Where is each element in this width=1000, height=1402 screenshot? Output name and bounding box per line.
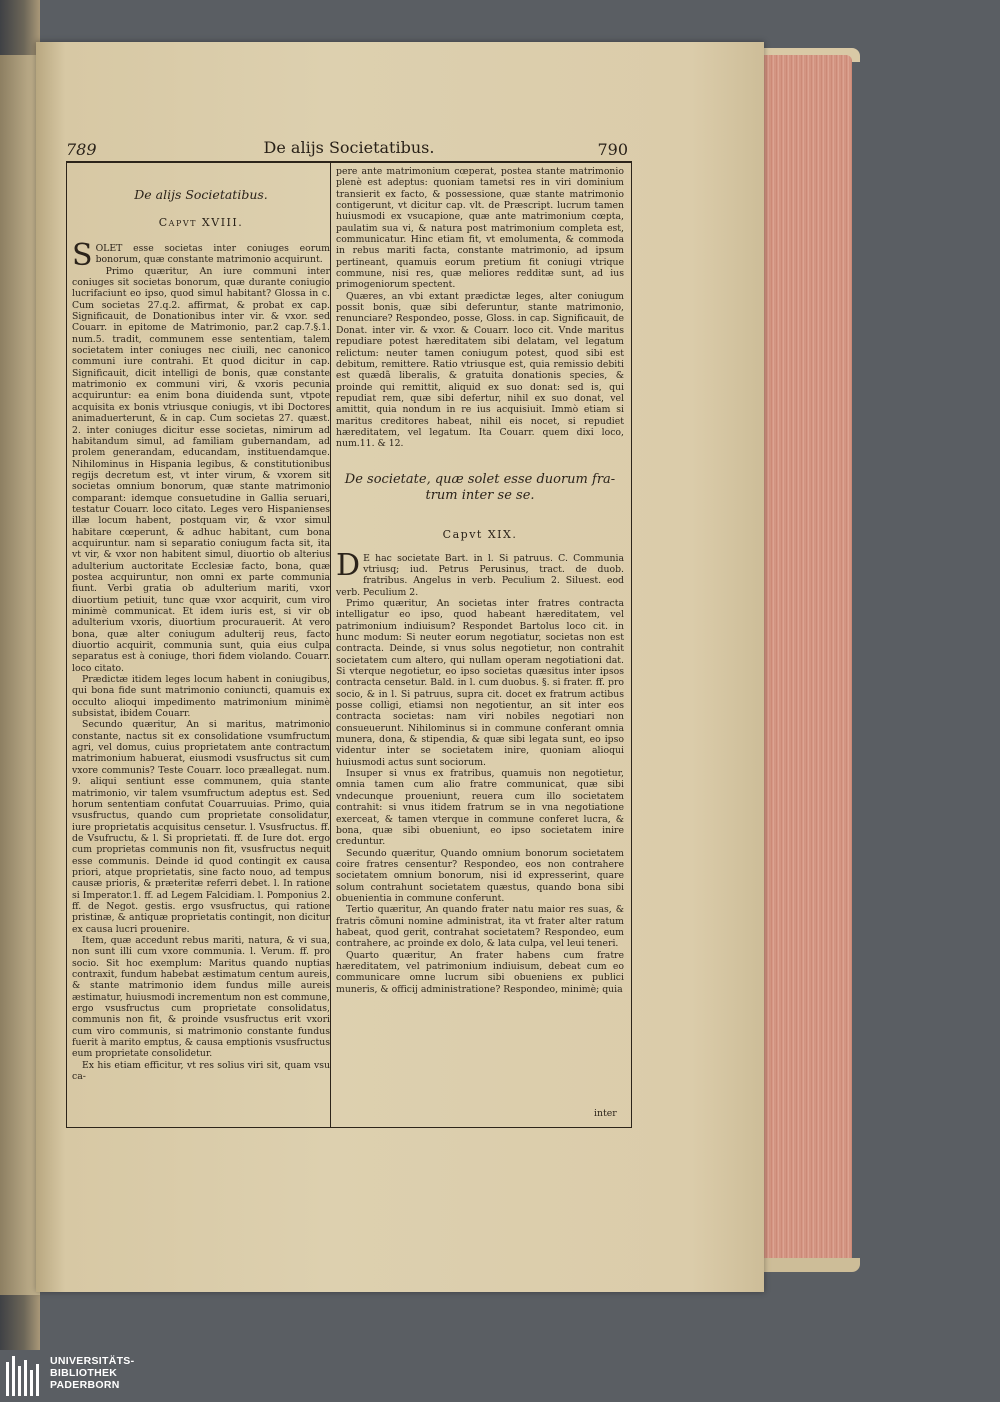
drop-cap: S [72,238,93,273]
paragraph: Primo quæritur, An societas inter fratres contracta intelligatur eo ipso, quod habeant hæreditatem, vel patrimonium indiuisum? Respondet Bartolus loco cit. in hunc modum: Si neuter eorum negotiatur, societas non est contracta. Deinde, si vnus solus negotietur, non contrahit societatem cum altero, qui nullam operam negotiationi dat. Si vterque negotietur, eo ipso societas quæsitus inter ipsos contracta censetur. Bald. in l. cum duobus. §. si frater. ff. pro socio, & in l. Si patruus, supra cit. docet ex fratrum actibus posse colligi, etiamsi non negotientur, an sit inter eos contracta societas: nam viri nobiles negotiari non consueuerunt. Nihilominus si in commune conferant omnia munera, dona, & stipendia, & quæ sibi legata sunt, eo ipso videntur inter se societatem inire, quoniam alioqui huiusmodi actus sunt sociorum. [336,597,624,768]
paragraph: Tertio quæritur, An quando frater natu maior res suas, & fratris cõmuni nomine administrat, ita vt frater alter ratum habeat, quod gerit, contrahat societatem? Respondeo, eum contrahere, ac proinde ex dolo, & lata culpa, vel leui teneri. [336,904,624,950]
chapter-heading-18: Capvt XVIII. [158,216,244,229]
paragraph: Primo quæritur, An iure communi inter coniuges sit societas bonorum, quæ durante coniugio lucrifaciunt eo ipso, quod simul habitant? Glossa in c. Cum societas 27.q.2. affirmat, & probat ex cap. Significauit, de Donationibus inter vir. & vxor. sed Couarr. in epitome de Matrimonio, par.2 cap.7.§.1. num.5. tradit, communem esse sententiam, talem societatem inter coniuges nec ciuili, nec canonico communi iure contrahi. Et quod dicitur in cap. Significauit, dicit intelligi de bonis, quæ constante matrimonio ex communi viri, & vxoris pecunia acquiruntur: ea enim bona diuidenda sunt, vtpote acquisita ex bonis vtriusque coniugis, vt ibi Doctores animaduerterunt, & in cap. Cum societas 27. quæst. 2. inter coniuges dicitur esse societas, nimirum ad habitandum simul, ad familiam gubernandam, ad prolem generandam, educandam, instituendamque. Nihilominus in Hispania legibus, & constitutionibus regijs decretum est, vt inter virum, & vxorem sit societas omnium bonorum, quæ stante matrimonio comparant: idemque consuetudine in Gallia seruari, testatur Couarr. loco citato. Leges vero Hispanienses illæ locum habent, postquam vir, & vxor simul habitare cœperunt, & adhuc habitant, cum bona acquiruntur. nam si separatio coniugum facta sit, ita vt vir, & vxor non habitent simul, diuortio ob alterius adulterium auctoritate Ecclesiæ facto, bona, quæ postea acquiruntur, non omni ex parte communia fiunt. Verbi gratia ob adulterium mariti, vxor diuortium petiuit, tunc quæ vxor acquirit, cum viro minimè communicat. Et idem iuris est, si vir ob adulterium vxoris, diuortium procurauerit. At vero bona, quæ alter coniugum adulterij reus, facto diuortio acquirit, communia sunt, quia eius culpa separatus est à coniuge, thori fidem violando. Couarr. loco citato. [72,265,330,674]
page-number-left: 789 [66,140,97,159]
library-logo-icon [6,1356,40,1396]
footer-bar [0,1350,1000,1402]
running-header [66,140,632,162]
section-title-left: De alijs Societatibus. [134,187,268,202]
paragraph: Ex his etiam efficitur, vt res solius viri sit, quam vsu ca- [72,1059,330,1083]
paragraph: pere ante matrimonium cœperat, postea stante matrimonio plenè est adeptus: quoniam tametsi res in viri dominium transierit ex facto, & possessione, quæ stante matrimonio contigerunt, vt dicitur cap. vlt. de Præscript. lucrum tamen huiusmodi ex vsucapione, quæ ante matrimonium cœpta, paulatim sua vi, & natura post matrimonium completa est, communicatur. Hinc etiam fit, vt emolumenta, & commoda in rebus mariti facta, constante matrimonio, ad ipsum pertineant, quamuis eorum pretium fit coniugi vtrique commune, nisi res, quæ meliores redditæ sunt, ad ius primogeniorum spectent. [336,166,624,291]
library-name: UNIVERSITÄTS- BIBLIOTHEK PADERBORN [50,1355,135,1391]
book-edge-bottom [760,1258,860,1272]
paragraph: Quarto quæritur, An frater habens cum fratre hæreditatem, vel patrimonium indiuisum, debeat cum eo communicare omne lucrum sibi obueniens ex publici muneris, & officij administratione? Respondeo, minimè; quia [336,949,624,995]
paragraph: SOLET esse societas inter coniuges eorum bonorum, quæ constante matrimonio acquirunt. [72,238,330,273]
column-rule [330,162,331,1128]
drop-cap: D [336,547,361,583]
right-column [336,166,624,995]
paragraph: Secundo quæritur, Quando omnium bonorum societatem coire fratres censentur? Respondeo, eos non contrahere societatem omnium bonorum, nisi id expresserint, quare solum contrahunt societatem quæstus, quando bona sibi obuenientia in commune conferunt. [336,847,624,904]
book-fore-edge [760,55,852,1265]
right-column-top [336,166,624,450]
paragraph: Quæres, an vbi extant prædictæ leges, alter coniugum possit bonis, quæ sibi deferuntur, stante matrimonio, renunciare? Respondeo, posse, Gloss. in cap. Significauit, de Donat. inter vir. & vxor. & Couarr. loco cit. Vnde maritus repudiare potest hæreditatem sibi delatam, vel legatum relictum: neuter tamen coniugum potest, quod sibi est debitum, remittere. Ratio vtriusque est, quia remissio debiti est quædã liberalis, & gratuita donationis species, & proinde qui remittit, aliquid ex suo donat: sed is, qui repudiat rem, quæ sibi defertur, nihil ex suo donat, vel amittit, quia nondum in re ius acquisiuit. Immò etiam si maritus creditores habeat, nihil eis nocet, si repudiet hæreditatem, vel legatum. Ita Couarr. quem dixi loco, num.11. & 12. [336,290,624,450]
paragraph: D E hac societate Bart. in l. Si patruus. C. Communia vtriusq; iud. Petrus Perusinus, tract. de duob. fratribus. Angelus in verb. Peculium 2. Siluest. eod verb. Peculium 2. [336,547,624,598]
paragraph: Insuper si vnus ex fratribus, quamuis non negotietur, omnia tamen cum alio fratre communicat, quæ sibi vndecunque proueniunt, reuera cum illo societatem contrahit: si vnus itidem fratrum se in vna negotiatione exerceat, & tamen vterque in commune conferet lucra, & bona, quæ sibi obueniunt, eo ipso societatem inire creduntur. [336,768,624,848]
paragraph: Secundo quæritur, An si maritus, matrimonio constante, nactus sit ex consolidatione vsumfructum agri, vel domus, cuius proprietatem ante contractum matrimonium habuerat, eiusmodi vsusfructus sit cum vxore communis? Teste Couarr. loco præallegat. num. 9. aliqui sentiunt esse communem, quia stante matrimonio, vir talem vsumfructum adeptus est. Sed horum sententiam confutat Couarruuias. Primo, quia vsusfructus, quando cum proprietate consolidatur, iure proprietatis acquisitus censetur. l. Vsusfructus. ff. de Vsufructu, & l. Si proprietati. ff. de Iure dot. ergo cum proprietas communis non fit, vsusfructus nequit esse communis. Deinde id quod contingit ex causa priori, atque proprietatis, sine facto nouo, ad tempus causæ prioris, & præteritæ referri debet. l. In ratione si Imperator.1. ff. ad Legem Falcidiam. l. Pomponius 2. ff. de Negot. gestis. ergo vsusfructus, qui ratione pristinæ, & antiquæ proprietatis contingit, non dicitur ex causa lucri prouenire. [72,719,330,935]
chapter-heading-19: Capvt XIX. [442,527,518,541]
left-column [72,166,330,1082]
section-title-right: De societate, quæ solet esse duorum fra- trum inter se se. [344,471,616,503]
paragraph: Item, quæ accedunt rebus mariti, natura, & vi sua, non sunt illi cum vxore communia. l. Verum. ff. pro socio. Sit hoc exemplum: Maritus quando nuptias contraxit, fundum habebat æstimatum centum aureis, & stante matrimonio idem fundus mille aureis æstimatur, huiusmodi incrementum non est commune, ergo vsusfructus cum proprietate consolidatus, communis non fit, & proinde vsusfructus erit vxori cum viro communis, si matrimonio constante fundus fuerit à marito emptus, & causa emptionis vsusfructus eum proprietate consolidetur. [72,934,330,1060]
running-title: De alijs Societatibus. [263,138,435,157]
facing-page-edge [0,55,40,1295]
catchword: inter [594,1108,617,1119]
paragraph: Prædictæ itidem leges locum habent in coniugibus, qui bona fide sunt matrimonio coniuncti, quamuis ex occulto alioqui impedimento matrimonium minimè subsistat, ibidem Couarr. [72,674,330,720]
page-number-right: 790 [597,140,628,159]
